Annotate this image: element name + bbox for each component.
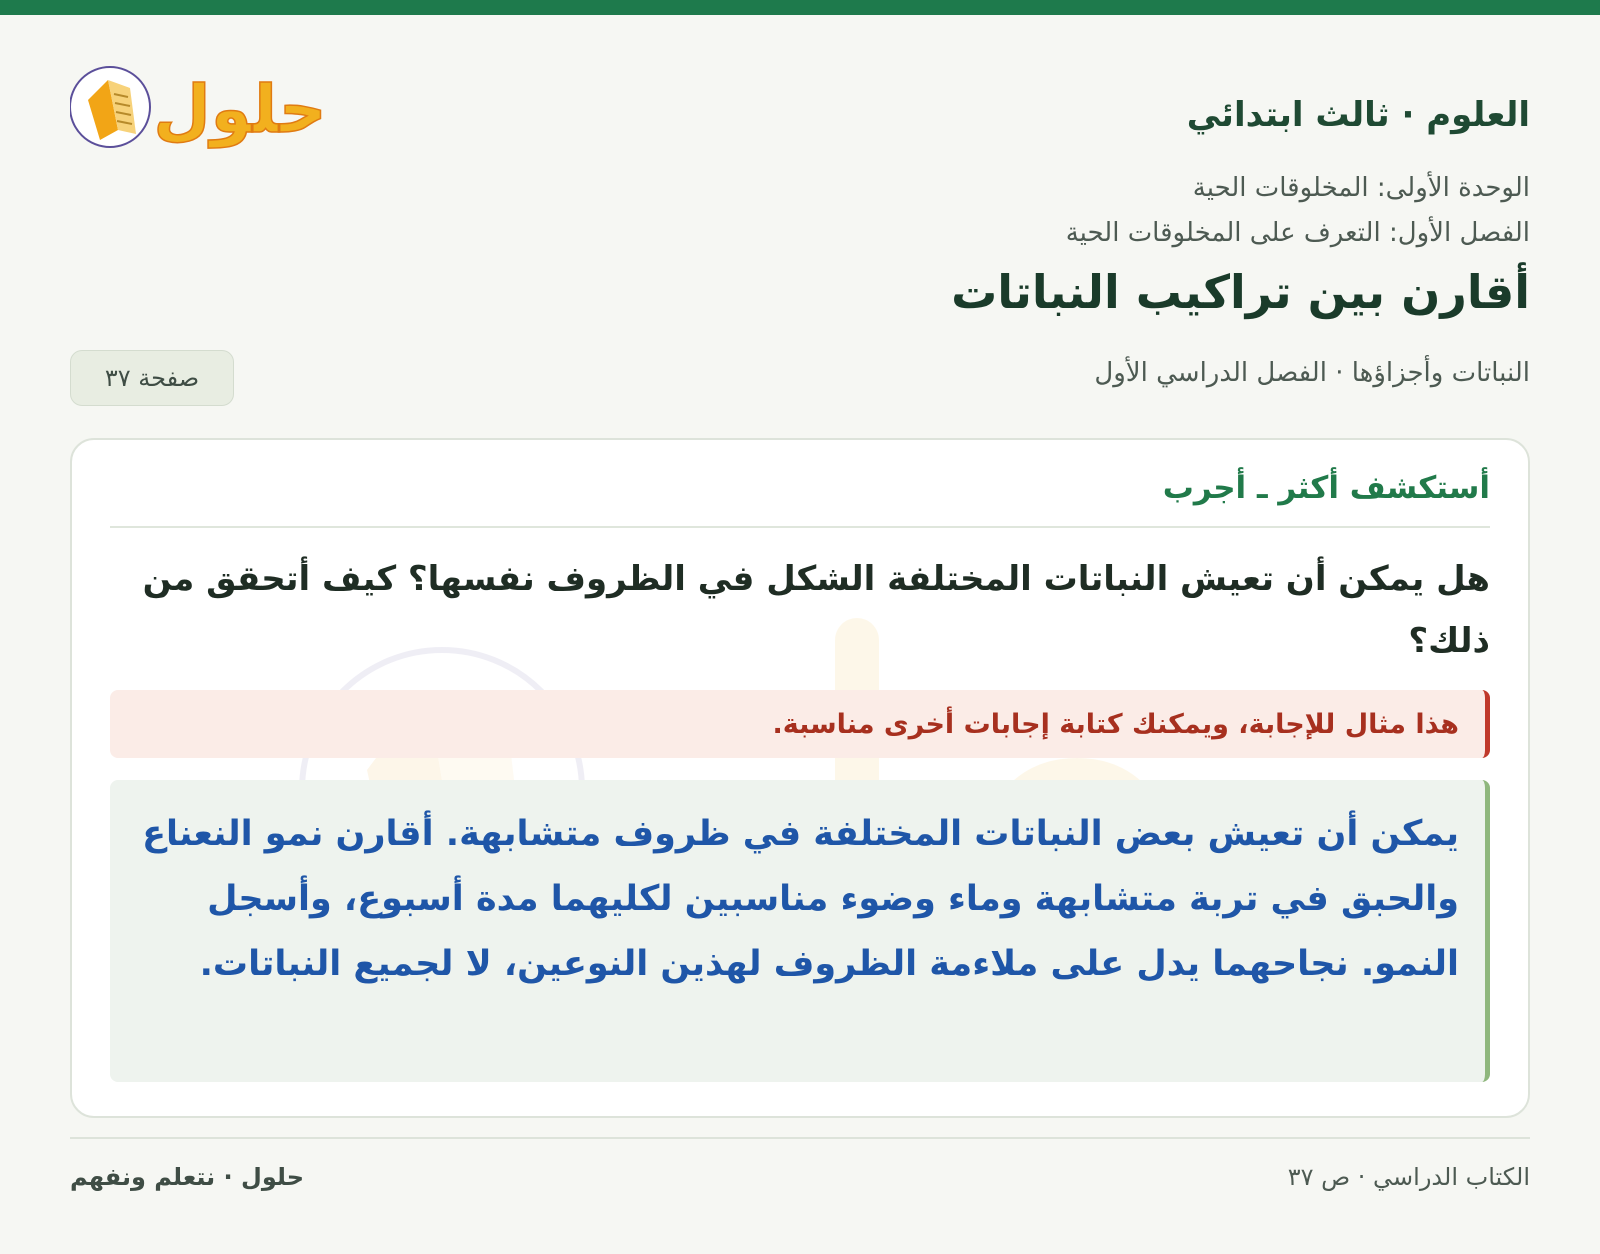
answer-note-text: هذا مثال للإجابة، ويمكنك كتابة إجابات أخرى مناسبة. [772,708,1459,740]
unit-title: الوحدة الأولى: المخلوقات الحية [1192,173,1530,203]
footer-source: الكتاب الدراسي · ص ٣٧ [1287,1163,1530,1191]
footer-divider [70,1137,1530,1139]
site-logo[interactable] [70,50,330,160]
book-emblem-icon [70,67,150,147]
top-accent-bar [0,0,1600,15]
header [70,50,1530,160]
question-text: هل يمكن أن تعيش النباتات المختلفة الشكل في الظروف نفسها؟ كيف أتحقق من ذلك؟ [142,559,1490,661]
answer-note [110,690,1490,758]
lesson-title: أقارن بين تراكيب النباتات [951,265,1530,319]
page [70,15,1530,1254]
answer-text: يمكن أن تعيش بعض النباتات المختلفة في ظروف متشابهة. أقارن نمو النعناع والحبق في تربة متشابهة وماء وضوء مناسبين لكليهما مدة أسبوع، وأسجل النمو. نجاحهما يدل على ملاءمة الظروف لهذين النوعين، لا لجميع النباتات. [142,814,1459,984]
footer-tagline: حلول · نتعلم ونفهم [70,1163,304,1191]
exercise-card [70,438,1530,1118]
subject-title: العلوم · ثالث ابتدائي [1186,95,1530,135]
page-number-badge: صفحة ٣٧ [70,350,234,406]
lesson-meta: النباتات وأجزاؤها · الفصل الدراسي الأول [1094,358,1530,388]
section-heading: أستكشف أكثر ـ أجرب [1162,470,1490,506]
section-divider [110,526,1490,528]
logo-wordmark: حلول [153,71,327,148]
answer-box [110,780,1490,1082]
chapter-title: الفصل الأول: التعرف على المخلوقات الحية [1065,218,1530,248]
